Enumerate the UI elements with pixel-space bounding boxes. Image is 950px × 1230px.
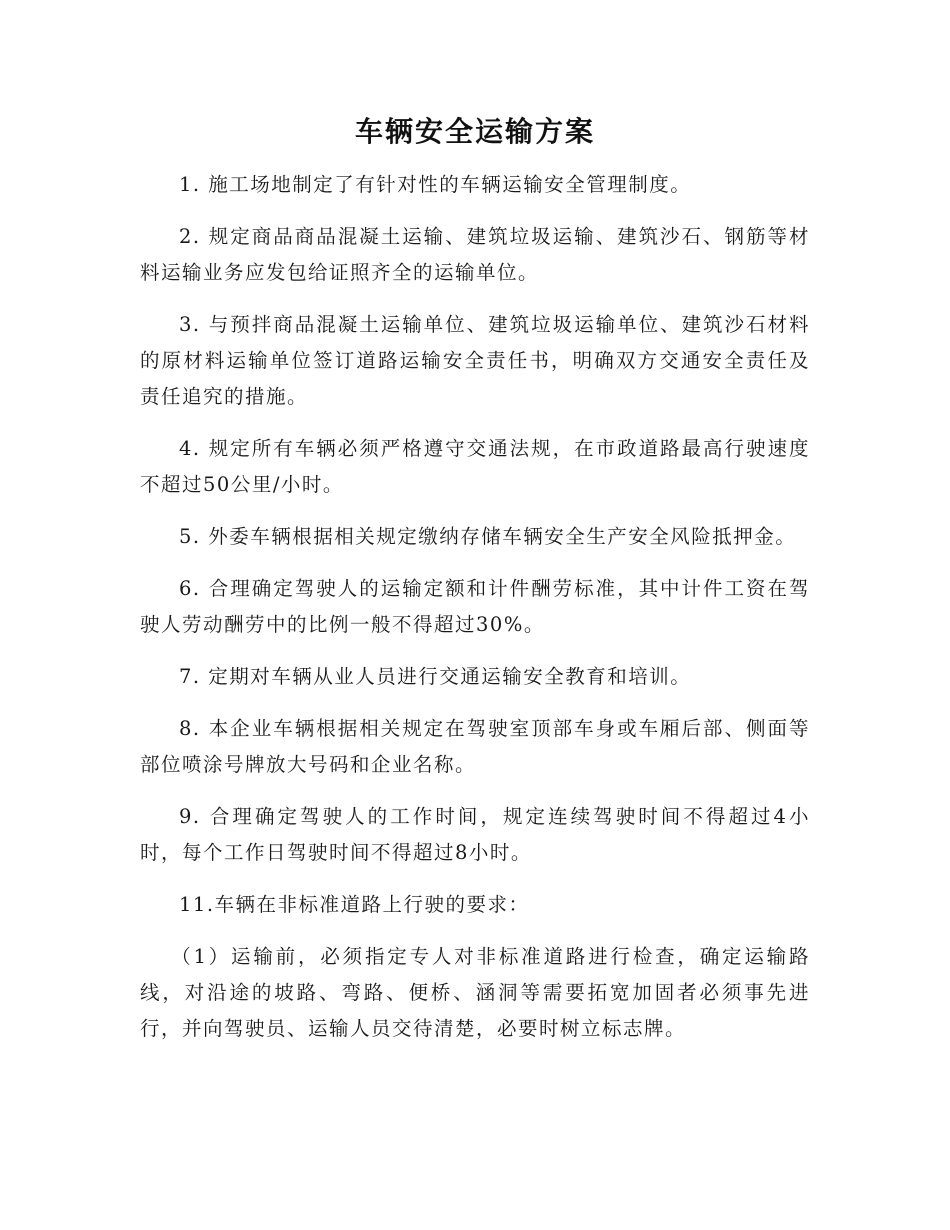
paragraph-4: 4. 规定所有车辆必须严格遵守交通法规，在市政道路最高行驶速度不超过50公里/小时。 <box>140 437 810 496</box>
paragraph-11: 11.车辆在非标准道路上行驶的要求： <box>179 893 530 916</box>
paragraph-3: 3. 与预拌商品混凝土运输单位、建筑垃圾运输单位、建筑沙石材料的原材料运输单位签订道路运输安全责任书，明确双方交通安全责任及责任追究的措施。 <box>140 313 810 408</box>
paragraph-1: 1. 施工场地制定了有针对性的车辆运输安全管理制度。 <box>179 173 692 196</box>
document-body <box>140 167 810 1047</box>
paragraph-8: 8. 本企业车辆根据相关规定在驾驶室顶部车身或车厢后部、侧面等部位喷涂号牌放大号码和企业名称。 <box>140 717 810 776</box>
paragraph-7: 7. 定期对车辆从业人员进行交通运输安全教育和培训。 <box>179 665 692 688</box>
paragraph-6: 6. 合理确定驾驶人的运输定额和计件酬劳标准，其中计件工资在驾驶人劳动酬劳中的比例一般不得超过30%。 <box>140 577 810 636</box>
paragraph-5: 5. 外委车辆根据相关规定缴纳存储车辆安全生产安全风险抵押金。 <box>179 525 797 548</box>
paragraph-11-item-1: （1）运输前，必须指定专人对非标准道路进行检查，确定运输路线，对沿途的坡路、弯路、便桥、涵洞等需要拓宽加固者必须事先进行，并向驾驶员、运输人员交待清楚，必要时树立标志牌。 <box>140 945 810 1040</box>
document-title: 车辆安全运输方案 <box>354 115 595 148</box>
paragraph-9: 9. 合理确定驾驶人的工作时间，规定连续驾驶时间不得超过4小时，每个工作日驾驶时间不得超过8小时。 <box>140 805 810 864</box>
paragraph-2: 2. 规定商品商品混凝土运输、建筑垃圾运输、建筑沙石、钢筋等材料运输业务应发包给证照齐全的运输单位。 <box>140 225 810 284</box>
